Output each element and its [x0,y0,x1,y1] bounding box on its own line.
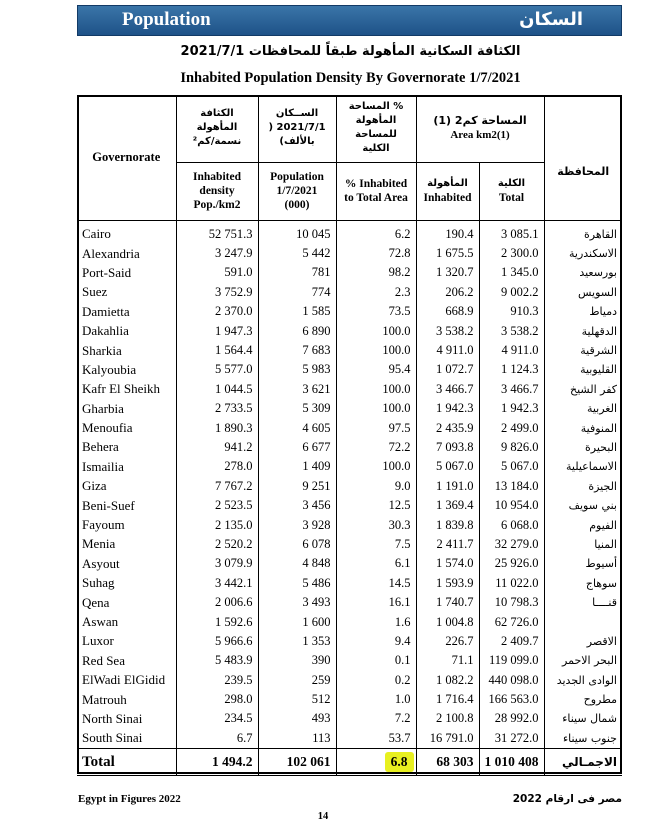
row-inhabited: 16 791.0 [416,729,479,749]
row-governorate-en: ElWadi ElGidid [82,672,166,688]
col-inhabited [416,162,479,220]
row-governorate-ar: مطروح [544,690,622,709]
row-governorate-ar: الاسكندرية [544,244,622,263]
row-inhabited: 7 093.8 [416,438,479,457]
row-population: 6 677 [258,438,336,457]
table-row [77,515,622,534]
row-governorate-en: Qena [82,594,110,610]
table-row [77,535,622,554]
row-governorate-ar: قنــــا [544,593,622,612]
row-governorate-en: Gharbia [82,400,124,416]
row-inhabited: 1 839.8 [416,515,479,534]
table-row [77,399,622,418]
row-population: 10 045 [258,220,336,244]
row-area-total: 910.3 [479,302,544,321]
row-pct: 9.4 [336,632,416,651]
row-population: 5 486 [258,574,336,593]
row-inhabited: 2 435.9 [416,418,479,437]
row-density: 7 767.2 [176,477,258,496]
row-governorate-ar: الشرقية [544,341,622,360]
population-table [77,95,622,776]
row-governorate-en: Sharkia [82,342,122,358]
row-pct: 12.5 [336,496,416,515]
table-row [77,690,622,709]
row-inhabited: 206.2 [416,283,479,302]
row-population: 4 605 [258,418,336,437]
row-pct: 73.5 [336,302,416,321]
row-area-total: 10 954.0 [479,496,544,515]
table-row [77,341,622,360]
row-pct: 9.0 [336,477,416,496]
row-area-total: 2 499.0 [479,418,544,437]
col-governorate-en: Governorate [77,95,176,220]
col-governorate-ar: المحافظة [544,95,622,220]
row-governorate-ar: البحيرة [544,438,622,457]
row-pct: 6.1 [336,554,416,573]
total-label-en: Total [77,749,176,776]
row-governorate-en: Dakahlia [82,323,129,339]
row-area-total: 10 798.3 [479,593,544,612]
row-governorate-ar: سوهاج [544,574,622,593]
row-governorate-ar: الدقهلية [544,321,622,340]
row-governorate-ar: بني سويف [544,496,622,515]
row-governorate-ar: الاسماعيلية [544,457,622,476]
row-pct: 14.5 [336,574,416,593]
row-inhabited: 1 593.9 [416,574,479,593]
row-population: 9 251 [258,477,336,496]
row-governorate-en: Ismailia [82,458,124,474]
row-governorate-en: Fayoum [82,517,125,533]
row-density: 3 752.9 [176,283,258,302]
row-density: 1 947.3 [176,321,258,340]
col-density-en: Inhabited density Pop./km2 [176,162,258,220]
row-population: 3 621 [258,380,336,399]
row-density: 5 483.9 [176,651,258,670]
row-inhabited: 2 411.7 [416,535,479,554]
total-pct-cell [336,749,416,776]
row-population: 1 585 [258,302,336,321]
row-density: 591.0 [176,263,258,282]
table-title-ar: الكثافة السكانية المأهولة طبقاً للمحافظات 2021/7/1 [180,44,521,59]
table-row [77,729,622,749]
col-population-en: Population 1/7/2021 (000) [258,162,336,220]
row-governorate-en: Kafr El Sheikh [82,381,160,397]
row-area-total: 9 002.2 [479,283,544,302]
row-inhabited: 3 538.2 [416,321,479,340]
row-governorate-ar [544,612,622,631]
table-row [77,380,622,399]
table-row [77,360,622,379]
row-inhabited: 1 072.7 [416,360,479,379]
row-inhabited: 71.1 [416,651,479,670]
row-area-total: 62 726.0 [479,612,544,631]
table-row [77,263,622,282]
row-pct: 53.7 [336,729,416,749]
row-pct: 0.2 [336,670,416,689]
row-area-total: 3 466.7 [479,380,544,399]
row-governorate-ar: المنيا [544,535,622,554]
total-pct-highlight: 6.8 [385,752,414,772]
row-governorate-ar: كفر الشيخ [544,380,622,399]
table-row [77,321,622,340]
row-pct: 100.0 [336,380,416,399]
section-banner [77,5,622,36]
col-area-ar: المساحة كم2 (1) [433,114,527,128]
row-area-total: 32 279.0 [479,535,544,554]
col-population-ar: الســكان 2021/7/1 ( بالألف) [258,95,336,162]
row-governorate-en: Giza [82,478,107,494]
row-governorate-en: Alexandria [82,245,140,261]
row-area-total: 2 300.0 [479,244,544,263]
row-pct: 7.5 [336,535,416,554]
row-inhabited: 4 911.0 [416,341,479,360]
row-density: 2 006.6 [176,593,258,612]
row-governorate-en: Menia [82,536,116,552]
row-pct: 100.0 [336,399,416,418]
row-density: 3 079.9 [176,554,258,573]
row-governorate-ar: الفيوم [544,515,622,534]
col-area-header [416,95,544,162]
row-population: 493 [258,709,336,728]
row-density: 1 592.6 [176,612,258,631]
row-area-total: 3 085.1 [479,220,544,244]
row-area-total: 5 067.0 [479,457,544,476]
row-area-total: 4 911.0 [479,341,544,360]
row-governorate-en: Asyout [82,555,120,571]
row-governorate-ar: القليوبية [544,360,622,379]
row-density: 2 520.2 [176,535,258,554]
row-inhabited: 2 100.8 [416,709,479,728]
row-population: 4 848 [258,554,336,573]
row-area-total: 166 563.0 [479,690,544,709]
row-governorate-en: Suhag [82,575,115,591]
row-inhabited: 1 320.7 [416,263,479,282]
footer-right: مصر فى ارقام 2022 [512,793,622,805]
page-number: 14 [317,811,329,822]
row-population: 3 928 [258,515,336,534]
row-governorate-ar: بورسعيد [544,263,622,282]
row-area-total: 25 926.0 [479,554,544,573]
row-pct: 1.0 [336,690,416,709]
col-total-en: Total [498,192,525,204]
table-row [77,283,622,302]
row-population: 781 [258,263,336,282]
row-inhabited: 1 942.3 [416,399,479,418]
table-row [77,593,622,612]
total-inhabited: 68 303 [416,749,479,776]
row-area-total: 1 124.3 [479,360,544,379]
row-density: 1 044.5 [176,380,258,399]
footer-left: Egypt in Figures 2022 [78,793,181,805]
row-inhabited: 190.4 [416,220,479,244]
row-population: 3 493 [258,593,336,612]
table-row [77,302,622,321]
row-density: 1 890.3 [176,418,258,437]
row-governorate-en: Damietta [82,303,130,319]
row-density: 234.5 [176,709,258,728]
table-row [77,670,622,689]
row-governorate-en: Luxor [82,633,114,649]
col-inhabited-en: Inhabited [423,192,472,204]
row-population: 1 600 [258,612,336,631]
table-row [77,477,622,496]
row-governorate-ar: الوادى الجديد [544,670,622,689]
row-pct: 0.1 [336,651,416,670]
row-area-total: 9 826.0 [479,438,544,457]
row-governorate-en: Red Sea [82,652,125,668]
row-pct: 72.2 [336,438,416,457]
row-governorate-ar: جنوب سيناء [544,729,622,749]
table-row [77,632,622,651]
row-governorate-ar: البحر الاحمر [544,651,622,670]
row-population: 259 [258,670,336,689]
row-inhabited: 1 082.2 [416,670,479,689]
table-row [77,574,622,593]
row-population: 512 [258,690,336,709]
row-area-total: 1 345.0 [479,263,544,282]
row-area-total: 2 409.7 [479,632,544,651]
row-area-total: 3 538.2 [479,321,544,340]
row-inhabited: 5 067.0 [416,457,479,476]
row-governorate-ar: أسيوط [544,554,622,573]
col-area-en: Area km2(1) [450,129,510,142]
total-density: 1 494.2 [176,749,258,776]
row-pct: 30.3 [336,515,416,534]
row-density: 2 733.5 [176,399,258,418]
row-pct: 95.4 [336,360,416,379]
table-row [77,496,622,515]
row-governorate-ar: المنوفية [544,418,622,437]
row-population: 5 309 [258,399,336,418]
row-population: 774 [258,283,336,302]
row-density: 2 135.0 [176,515,258,534]
row-population: 5 983 [258,360,336,379]
row-population: 3 456 [258,496,336,515]
row-governorate-en: Beni-Suef [82,497,135,513]
row-governorate-en: Aswan [82,614,119,629]
row-area-total: 31 272.0 [479,729,544,749]
row-density: 1 564.4 [176,341,258,360]
row-pct: 98.2 [336,263,416,282]
row-governorate-en: North Sinai [82,710,143,726]
row-density: 2 370.0 [176,302,258,321]
row-population: 6 078 [258,535,336,554]
row-governorate-ar: السويس [544,283,622,302]
row-area-total: 11 022.0 [479,574,544,593]
row-governorate-ar: الغربية [544,399,622,418]
row-density: 278.0 [176,457,258,476]
row-governorate-ar: الاقصر [544,632,622,651]
table-row [77,651,622,670]
row-population: 1 353 [258,632,336,651]
row-population: 1 409 [258,457,336,476]
row-pct: 72.8 [336,244,416,263]
row-governorate-ar: شمال سيناء [544,709,622,728]
row-inhabited: 668.9 [416,302,479,321]
row-density: 5 577.0 [176,360,258,379]
row-governorate-ar: القاهرة [544,220,622,244]
row-inhabited: 1 675.5 [416,244,479,263]
row-pct: 100.0 [336,321,416,340]
row-pct: 16.1 [336,593,416,612]
total-area: 1 010 408 [479,749,544,776]
row-governorate-en: Suez [82,284,108,300]
row-inhabited: 1 574.0 [416,554,479,573]
row-pct: 100.0 [336,457,416,476]
row-pct: 1.6 [336,612,416,631]
row-inhabited: 1 716.4 [416,690,479,709]
row-inhabited: 226.7 [416,632,479,651]
total-label-ar: الاجمـالي [544,749,622,776]
table-row [77,612,622,631]
row-area-total: 28 992.0 [479,709,544,728]
table-title-en: Inhabited Population Density By Governorate 1/7/2021 [180,70,521,86]
section-title-ar: السكان [519,9,583,30]
row-density: 5 966.6 [176,632,258,651]
col-inhabited-ar: المأهولة [427,178,468,189]
row-inhabited: 1 191.0 [416,477,479,496]
row-pct: 6.2 [336,220,416,244]
row-density: 52 751.3 [176,220,258,244]
col-total [479,162,544,220]
row-inhabited: 1 369.4 [416,496,479,515]
row-pct: 2.3 [336,283,416,302]
row-pct: 100.0 [336,341,416,360]
table-row [77,554,622,573]
table-row [77,457,622,476]
row-governorate-en: Kalyoubia [82,361,137,377]
table-row [77,244,622,263]
col-pct-en: % Inhabited to Total Area [336,162,416,220]
row-density: 941.2 [176,438,258,457]
row-area-total: 440 098.0 [479,670,544,689]
row-area-total: 1 942.3 [479,399,544,418]
section-title-en: Population [122,9,211,30]
col-density-ar: الكثافة المأهولة نسمة/كم² [176,95,258,162]
row-population: 5 442 [258,244,336,263]
row-governorate-en: South Sinai [82,730,143,746]
col-total-ar: الكلية [497,178,526,189]
table-row [77,220,622,244]
table-row [77,709,622,728]
row-density: 3 442.1 [176,574,258,593]
row-governorate-ar: الجيزة [544,477,622,496]
row-population: 7 683 [258,341,336,360]
row-inhabited: 1 004.8 [416,612,479,631]
table-row [77,418,622,437]
table-row [77,438,622,457]
row-governorate-en: Matrouh [82,691,127,707]
row-area-total: 6 068.0 [479,515,544,534]
row-area-total: 119 099.0 [479,651,544,670]
row-density: 239.5 [176,670,258,689]
row-density: 3 247.9 [176,244,258,263]
row-pct: 7.2 [336,709,416,728]
total-population: 102 061 [258,749,336,776]
row-density: 298.0 [176,690,258,709]
row-density: 6.7 [176,729,258,749]
row-governorate-en: Cairo [82,226,111,242]
row-governorate-en: Behera [82,439,119,455]
row-governorate-en: Port-Said [82,264,132,280]
row-density: 2 523.5 [176,496,258,515]
row-population: 6 890 [258,321,336,340]
row-pct: 97.5 [336,418,416,437]
row-population: 390 [258,651,336,670]
col-pct-ar: % المساحة المأهولة للمساحة الكلية [336,95,416,162]
row-governorate-en: Menoufia [82,420,133,436]
row-inhabited: 3 466.7 [416,380,479,399]
row-inhabited: 1 740.7 [416,593,479,612]
total-row [77,749,622,776]
row-governorate-ar: دمياط [544,302,622,321]
row-area-total: 13 184.0 [479,477,544,496]
row-population: 113 [258,729,336,749]
